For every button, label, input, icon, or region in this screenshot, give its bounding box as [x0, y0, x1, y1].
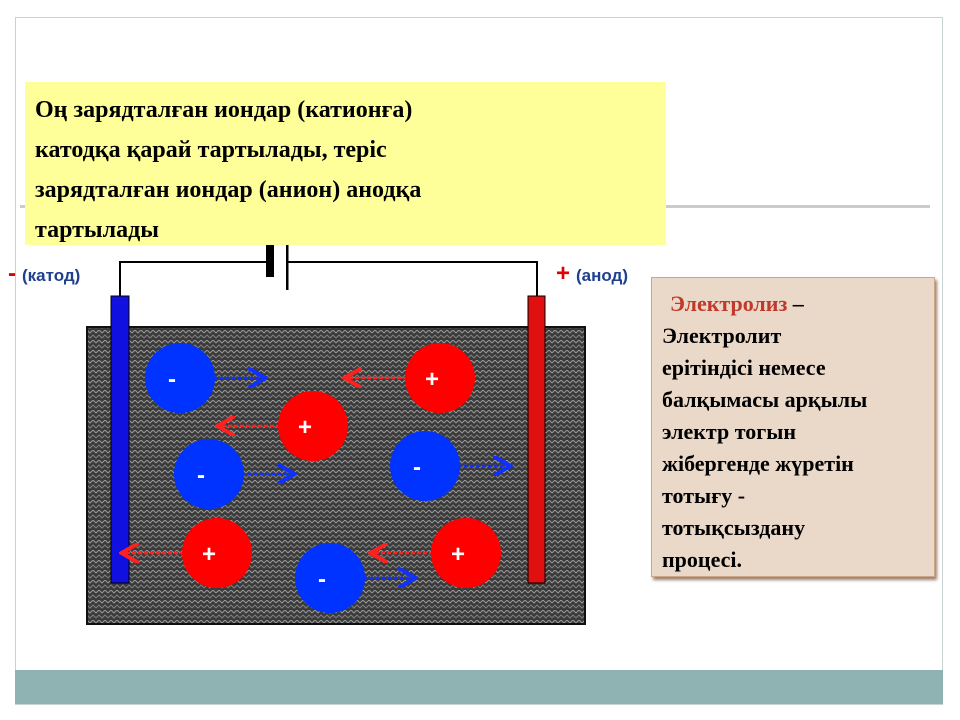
anode-text: (анод) — [576, 266, 629, 285]
anode-electrode — [528, 296, 545, 583]
definition-term: Электролиз — [670, 291, 788, 316]
ion-charge-label: + — [450, 541, 466, 568]
cathode-text: (катод) — [22, 266, 81, 285]
circuit-wires — [120, 262, 537, 296]
ion-charge-label: + — [201, 541, 217, 568]
cathode-sign: - — [8, 260, 16, 287]
ion-circle — [145, 343, 215, 413]
anode-sign: + — [556, 260, 571, 287]
ion-charge-label: + — [424, 366, 440, 393]
ion-charge-label: - — [413, 454, 421, 481]
cathode-label — [8, 260, 80, 288]
definition-box — [651, 277, 935, 577]
main-statement: Оң зарядталған иондар (катионға) катодқа қарай тартылады, теріс зарядталған иондар (анион) анодқа тартылады — [25, 82, 666, 245]
ion-circle — [295, 543, 365, 613]
cathode-electrode — [111, 296, 129, 583]
ion-charge-label: + — [297, 414, 313, 441]
ion-circle — [431, 518, 501, 588]
definition-body: Электролит ерітіндісі немесе балқымасы арқылы электр тогын жібергенде жүретін тотығу - тотықсыздану процесі. — [662, 323, 868, 572]
ion-circle — [390, 431, 460, 501]
anode-label — [556, 260, 628, 288]
footer-bar — [15, 670, 943, 704]
definition-dash: – — [787, 291, 804, 316]
ion-charge-label: - — [168, 366, 176, 393]
ion-charge-label: - — [197, 462, 205, 489]
ion-circle — [182, 518, 252, 588]
ion-charge-label: - — [318, 566, 326, 593]
ion-circle — [278, 391, 348, 461]
ion-circle — [174, 439, 244, 509]
ion-circle — [405, 343, 475, 413]
